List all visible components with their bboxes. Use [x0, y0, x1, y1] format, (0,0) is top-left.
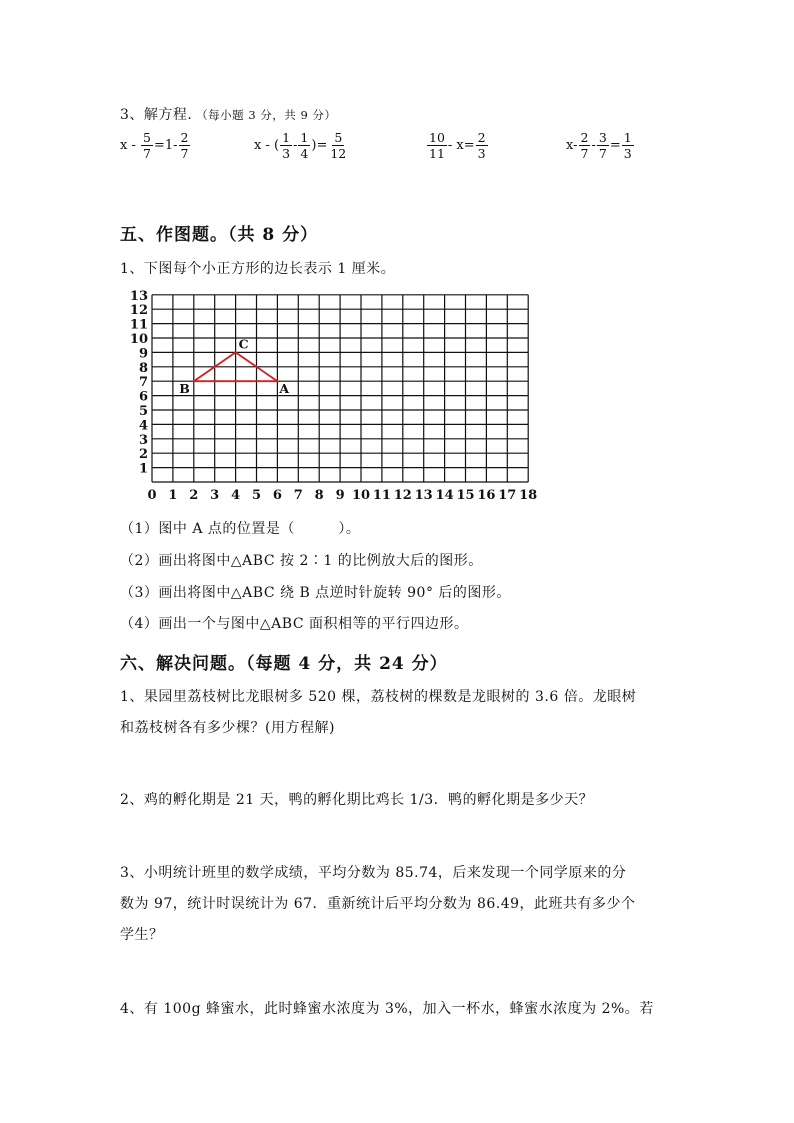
fraction: $\frac{5}{12}$	[330, 130, 347, 161]
x-axis-label: 3	[210, 488, 220, 503]
fraction: $\frac{2}{7}$	[580, 130, 589, 161]
fraction: $\frac{3}{7}$	[598, 130, 607, 161]
section5-sub1: （1）图中 A 点的位置是（ ）。	[120, 521, 361, 537]
x-axis-label: 10	[351, 488, 371, 503]
y-axis-label: 10	[129, 332, 148, 347]
vertex-label-a: A	[279, 381, 290, 397]
y-axis-label: 8	[138, 360, 148, 376]
x-axis-label: 4	[231, 488, 241, 503]
x-axis-label: 9	[335, 488, 345, 503]
vertex-label-c: C	[238, 336, 249, 352]
x-axis-label: 12	[393, 488, 412, 503]
section6-q3-line1: 3、小明统计班里的数学成绩，平均分数为 85.74，后来发现一个同学原来的分	[120, 865, 627, 881]
section3-title-line	[120, 104, 336, 124]
y-axis-label: 9	[138, 346, 148, 362]
y-axis-label: 11	[129, 317, 148, 333]
section6-q1-line1: 1、果园里荔枝树比龙眼树多 520 棵，荔枝树的棵数是龙眼树的 3.6 倍。龙眼树	[120, 689, 637, 705]
x-axis-label: 16	[477, 488, 496, 503]
fraction: $\frac{1}{3}$	[282, 130, 291, 161]
x-axis-label: 5	[251, 488, 262, 503]
coordinate-grid	[110, 280, 550, 512]
section5-sub2: （2）画出将图中△ABC 按 2∶1 的比例放大后的图形。	[120, 553, 483, 569]
section6-q3-line3: 学生？	[120, 927, 164, 943]
vertex-label-b: B	[179, 381, 190, 397]
equation-2: x - ( $\frac{1}{3}$ - $\frac{1}{4}$ )= $\frac{5}{12}$	[254, 130, 347, 161]
y-axis-label: 12	[129, 303, 148, 319]
section6-heading: 六、解决问题。（每题 4 分，共 24 分）	[120, 654, 448, 674]
fraction: $\frac{1}{4}$	[300, 130, 309, 161]
y-axis-label: 13	[129, 288, 148, 304]
y-axis-label: 7	[138, 375, 148, 391]
y-axis-label: 4	[138, 418, 148, 434]
x-axis-label: 8	[314, 488, 324, 503]
x-axis-label: 7	[293, 488, 303, 503]
x-axis-label: 1	[168, 488, 178, 503]
section5-q1: 1、下图每个小正方形的边长表示 1 厘米。	[120, 261, 396, 277]
x-axis-label: 0	[147, 488, 157, 503]
x-axis-label: 13	[414, 488, 433, 503]
equation-1: x - $\frac{5}{7}$ =1- $\frac{2}{7}$	[120, 130, 189, 161]
section5-sub3: （3）画出将图中△ABC 绕 B 点逆时针旋转 90° 后的图形。	[120, 585, 511, 601]
x-axis-label: 2	[189, 488, 199, 503]
x-axis-label: 11	[372, 488, 391, 503]
fraction: $\frac{2}{7}$	[180, 130, 189, 161]
y-axis-label: 2	[138, 447, 148, 463]
equation-4: x- $\frac{2}{7}$ - $\frac{3}{7}$ = $\frac{1}{3}$	[566, 130, 632, 161]
y-axis-label: 6	[138, 389, 148, 405]
section6-q4: 4、有 100g 蜂蜜水，此时蜂蜜水浓度为 3%，加入一杯水，蜂蜜水浓度为 2%。若	[120, 1001, 654, 1017]
y-axis-label: 1	[138, 461, 148, 477]
fraction: $\frac{10}{11}$	[429, 130, 445, 161]
section3-title: 3、解方程．	[120, 107, 202, 123]
y-axis-label: 5	[138, 404, 148, 419]
fraction: $\frac{1}{3}$	[623, 130, 632, 161]
section5-sub4: （4）画出一个与图中△ABC 面积相等的平行四边形。	[120, 616, 469, 632]
fraction: $\frac{5}{7}$	[143, 130, 151, 161]
section3-note: （每小题 3 分，共 9 分）	[201, 108, 337, 122]
x-axis-label: 15	[456, 488, 475, 503]
section6-q2: 2、鸡的孵化期是 21 天，鸭的孵化期比鸡长 1/3．鸭的孵化期是多少天？	[120, 792, 594, 808]
equation-3: $\frac{10}{11}$ - x= $\frac{2}{3}$	[429, 130, 486, 161]
section6-q1-line2: 和荔枝树各有多少棵？(用方程解)	[120, 720, 335, 736]
x-axis-label: 17	[498, 488, 517, 503]
section6-q3-line2: 数为 97，统计时误统计为 67．重新统计后平均分数为 86.49，此班共有多少个	[120, 896, 636, 912]
x-axis-label: 14	[435, 488, 454, 503]
y-axis-label: 3	[138, 432, 148, 448]
x-axis-label: 6	[272, 488, 282, 503]
fraction: $\frac{2}{3}$	[477, 130, 486, 161]
x-axis-label: 18	[519, 488, 538, 503]
section5-heading: 五、作图题。（共 8 分）	[120, 225, 319, 245]
